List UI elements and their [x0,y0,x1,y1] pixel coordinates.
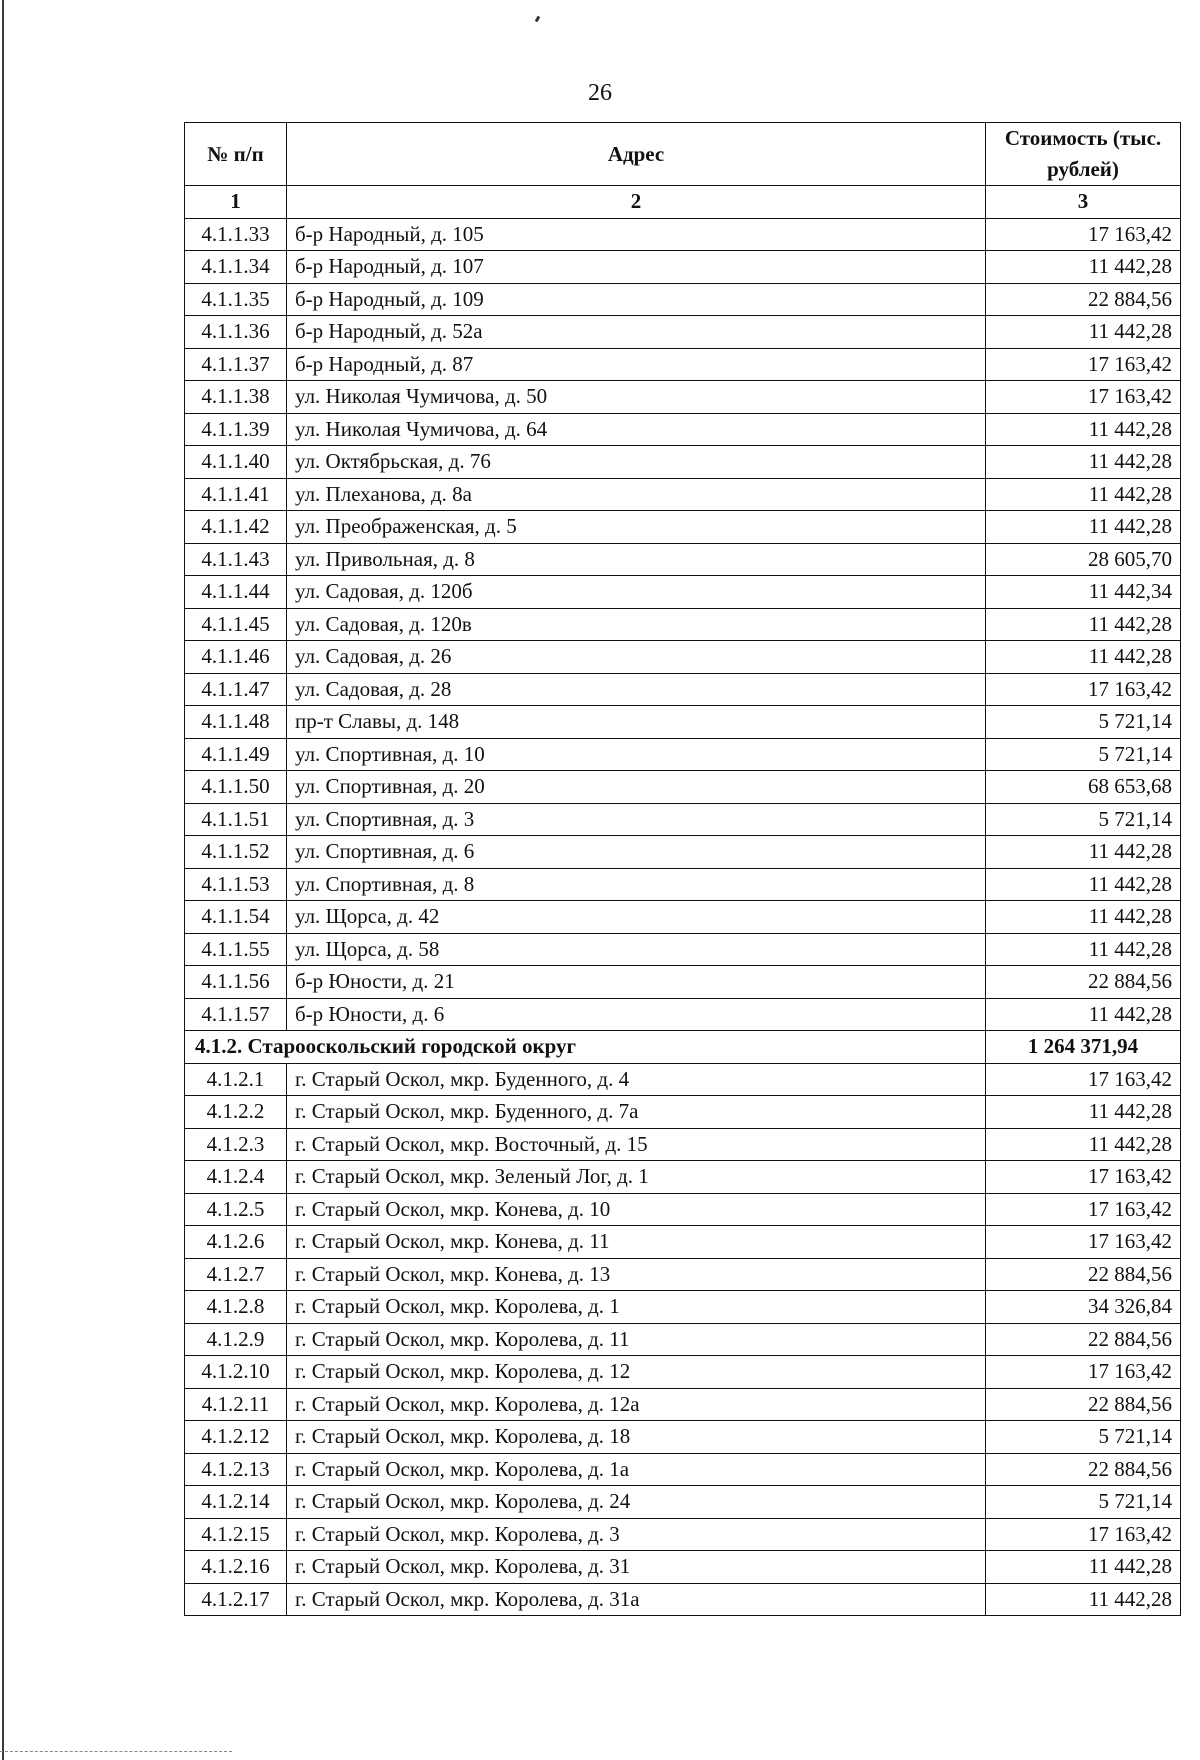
column-index-2: 2 [287,186,986,219]
table-row [185,283,1181,316]
row-number: 4.1.1.33 [185,218,287,251]
row-cost: 11 442,28 [986,901,1181,934]
row-cost: 11 442,28 [986,1128,1181,1161]
column-index-1: 1 [185,186,287,219]
row-number: 4.1.2.8 [185,1291,287,1324]
row-number: 4.1.2.1 [185,1063,287,1096]
row-number: 4.1.2.5 [185,1193,287,1226]
row-cost: 11 442,28 [986,413,1181,446]
row-cost: 11 442,28 [986,478,1181,511]
table-row [185,1518,1181,1551]
table-row [185,218,1181,251]
row-address: г. Старый Оскол, мкр. Королева, д. 1 [287,1291,986,1324]
row-cost: 11 442,28 [986,836,1181,869]
row-number: 4.1.2.2 [185,1096,287,1129]
row-number: 4.1.2.6 [185,1226,287,1259]
row-cost: 22 884,56 [986,1323,1181,1356]
row-number: 4.1.2.10 [185,1356,287,1389]
row-cost: 5 721,14 [986,738,1181,771]
table-row [185,803,1181,836]
row-address: ул. Садовая, д. 120б [287,576,986,609]
row-cost: 11 442,28 [986,1583,1181,1616]
scan-speck [535,16,541,23]
row-cost: 11 442,28 [986,608,1181,641]
row-address: б-р Юности, д. 21 [287,966,986,999]
row-address: г. Старый Оскол, мкр. Буденного, д. 4 [287,1063,986,1096]
table-row [185,901,1181,934]
section-title: 4.1.2. Старооскольский городской округ [185,1031,986,1064]
row-cost: 5 721,14 [986,1421,1181,1454]
header-address: Адрес [287,123,986,186]
table-row [185,933,1181,966]
section-4-1-1-rows [185,218,1181,1031]
row-number: 4.1.1.55 [185,933,287,966]
row-cost: 17 163,42 [986,1161,1181,1194]
row-address: пр-т Славы, д. 148 [287,706,986,739]
row-address: ул. Плеханова, д. 8а [287,478,986,511]
row-cost: 17 163,42 [986,673,1181,706]
row-cost: 22 884,56 [986,283,1181,316]
table-row [185,836,1181,869]
table-row [185,1193,1181,1226]
row-cost: 11 442,28 [986,446,1181,479]
row-address: г. Старый Оскол, мкр. Королева, д. 1а [287,1453,986,1486]
table-row [185,413,1181,446]
row-cost: 17 163,42 [986,1356,1181,1389]
row-cost: 11 442,28 [986,1551,1181,1584]
table-row [185,1486,1181,1519]
row-cost: 68 653,68 [986,771,1181,804]
row-number: 4.1.1.48 [185,706,287,739]
row-address: ул. Николая Чумичова, д. 50 [287,381,986,414]
table-row [185,706,1181,739]
row-address: ул. Спортивная, д. 8 [287,868,986,901]
row-address: ул. Спортивная, д. 20 [287,771,986,804]
row-cost: 5 721,14 [986,1486,1181,1519]
row-address: б-р Народный, д. 105 [287,218,986,251]
table-row [185,251,1181,284]
table-row [185,478,1181,511]
row-number: 4.1.2.11 [185,1388,287,1421]
table-row [185,1421,1181,1454]
row-address: б-р Юности, д. 6 [287,998,986,1031]
table-row [185,641,1181,674]
row-number: 4.1.1.50 [185,771,287,804]
table-row [185,1388,1181,1421]
row-address: ул. Щорса, д. 58 [287,933,986,966]
row-address: ул. Спортивная, д. 6 [287,836,986,869]
row-number: 4.1.2.16 [185,1551,287,1584]
cost-table [184,122,1181,1616]
table-row [185,1161,1181,1194]
row-address: ул. Садовая, д. 120в [287,608,986,641]
section-4-1-2-header [185,1031,1181,1064]
table-row [185,543,1181,576]
row-cost: 11 442,28 [986,511,1181,544]
table-row [185,1453,1181,1486]
table-row [185,966,1181,999]
table-row [185,673,1181,706]
row-address: б-р Народный, д. 109 [287,283,986,316]
scan-bottom-dashes [0,1751,232,1752]
row-address: ул. Привольная, д. 8 [287,543,986,576]
column-index-row [185,186,1181,219]
row-cost: 34 326,84 [986,1291,1181,1324]
table-row [185,1128,1181,1161]
row-address: б-р Народный, д. 52а [287,316,986,349]
row-cost: 17 163,42 [986,218,1181,251]
table-row [185,316,1181,349]
row-cost: 11 442,28 [986,641,1181,674]
row-address: г. Старый Оскол, мкр. Зеленый Лог, д. 1 [287,1161,986,1194]
scan-edge-line [2,0,4,1760]
row-address: г. Старый Оскол, мкр. Буденного, д. 7а [287,1096,986,1129]
table-row [185,1226,1181,1259]
row-cost: 22 884,56 [986,1258,1181,1291]
row-number: 4.1.2.15 [185,1518,287,1551]
row-address: г. Старый Оскол, мкр. Королева, д. 12 [287,1356,986,1389]
row-cost: 17 163,42 [986,1193,1181,1226]
table-row [185,868,1181,901]
table-row [185,381,1181,414]
row-number: 4.1.1.43 [185,543,287,576]
row-number: 4.1.1.37 [185,348,287,381]
row-address: ул. Спортивная, д. 3 [287,803,986,836]
row-number: 4.1.1.46 [185,641,287,674]
row-cost: 17 163,42 [986,381,1181,414]
row-cost: 17 163,42 [986,1063,1181,1096]
column-index-3: 3 [986,186,1181,219]
row-address: б-р Народный, д. 107 [287,251,986,284]
table-row [185,1096,1181,1129]
row-number: 4.1.1.38 [185,381,287,414]
row-address: ул. Октябрьская, д. 76 [287,446,986,479]
row-number: 4.1.1.49 [185,738,287,771]
row-cost: 22 884,56 [986,966,1181,999]
row-cost: 11 442,28 [986,1096,1181,1129]
row-cost: 22 884,56 [986,1388,1181,1421]
row-number: 4.1.1.56 [185,966,287,999]
row-cost: 11 442,28 [986,868,1181,901]
row-address: ул. Николая Чумичова, д. 64 [287,413,986,446]
row-address: г. Старый Оскол, мкр. Королева, д. 11 [287,1323,986,1356]
page-number: 26 [588,80,612,106]
table-row [185,771,1181,804]
row-number: 4.1.2.17 [185,1583,287,1616]
row-address: ул. Садовая, д. 28 [287,673,986,706]
row-number: 4.1.1.57 [185,998,287,1031]
row-number: 4.1.2.14 [185,1486,287,1519]
row-number: 4.1.1.35 [185,283,287,316]
table-row [185,1583,1181,1616]
row-number: 4.1.1.42 [185,511,287,544]
row-cost: 5 721,14 [986,803,1181,836]
row-address: г. Старый Оскол, мкр. Королева, д. 12а [287,1388,986,1421]
row-number: 4.1.1.51 [185,803,287,836]
table-row [185,576,1181,609]
row-address: г. Старый Оскол, мкр. Королева, д. 18 [287,1421,986,1454]
row-cost: 5 721,14 [986,706,1181,739]
row-cost: 11 442,28 [986,933,1181,966]
row-address: г. Старый Оскол, мкр. Восточный, д. 15 [287,1128,986,1161]
row-number: 4.1.2.4 [185,1161,287,1194]
row-address: ул. Щорса, д. 42 [287,901,986,934]
table-row [185,1356,1181,1389]
table-row [185,348,1181,381]
row-number: 4.1.1.44 [185,576,287,609]
row-number: 4.1.1.34 [185,251,287,284]
row-number: 4.1.1.53 [185,868,287,901]
row-address: г. Старый Оскол, мкр. Королева, д. 24 [287,1486,986,1519]
row-address: г. Старый Оскол, мкр. Конева, д. 10 [287,1193,986,1226]
row-cost: 11 442,28 [986,998,1181,1031]
row-cost: 22 884,56 [986,1453,1181,1486]
row-number: 4.1.2.9 [185,1323,287,1356]
row-cost: 17 163,42 [986,1226,1181,1259]
row-number: 4.1.2.3 [185,1128,287,1161]
row-number: 4.1.1.47 [185,673,287,706]
row-number: 4.1.1.41 [185,478,287,511]
table-row [185,1291,1181,1324]
header-number: № п/п [185,123,287,186]
row-address: г. Старый Оскол, мкр. Королева, д. 3 [287,1518,986,1551]
row-number: 4.1.2.13 [185,1453,287,1486]
row-cost: 28 605,70 [986,543,1181,576]
row-address: б-р Народный, д. 87 [287,348,986,381]
header-cost: Стоимость (тыс. рублей) [986,123,1181,186]
table-row [185,1063,1181,1096]
row-cost: 11 442,34 [986,576,1181,609]
section-row [185,1031,1181,1064]
row-address: г. Старый Оскол, мкр. Королева, д. 31а [287,1583,986,1616]
row-number: 4.1.1.45 [185,608,287,641]
row-number: 4.1.1.52 [185,836,287,869]
table-row [185,1258,1181,1291]
table-row [185,446,1181,479]
row-cost: 11 442,28 [986,251,1181,284]
row-address: ул. Преображенская, д. 5 [287,511,986,544]
table-row [185,608,1181,641]
row-number: 4.1.1.40 [185,446,287,479]
row-address: ул. Садовая, д. 26 [287,641,986,674]
table-header-row [185,123,1181,186]
row-cost: 17 163,42 [986,348,1181,381]
section-4-1-2-rows [185,1063,1181,1616]
table-row [185,998,1181,1031]
row-cost: 11 442,28 [986,316,1181,349]
table-row [185,511,1181,544]
table-row [185,1323,1181,1356]
row-number: 4.1.2.12 [185,1421,287,1454]
row-number: 4.1.2.7 [185,1258,287,1291]
row-number: 4.1.1.39 [185,413,287,446]
table-row [185,1551,1181,1584]
table-row [185,738,1181,771]
row-address: г. Старый Оскол, мкр. Конева, д. 13 [287,1258,986,1291]
row-address: ул. Спортивная, д. 10 [287,738,986,771]
row-number: 4.1.1.54 [185,901,287,934]
row-cost: 17 163,42 [986,1518,1181,1551]
section-total: 1 264 371,94 [986,1031,1181,1064]
row-number: 4.1.1.36 [185,316,287,349]
row-address: г. Старый Оскол, мкр. Конева, д. 11 [287,1226,986,1259]
row-address: г. Старый Оскол, мкр. Королева, д. 31 [287,1551,986,1584]
